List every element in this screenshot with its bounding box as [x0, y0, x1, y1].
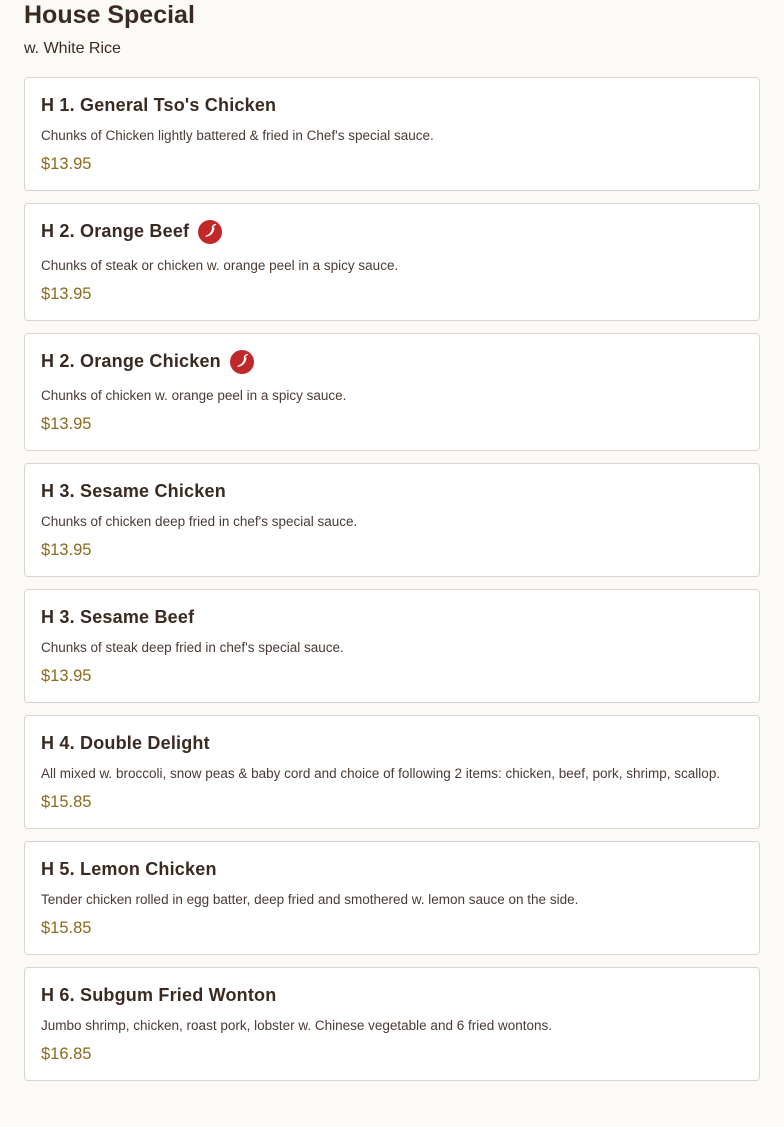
menu-item-description: Chunks of chicken w. orange peel in a spicy sauce.: [41, 388, 347, 403]
chili-pepper-icon: [230, 350, 254, 374]
menu-item-description: Tender chicken rolled in egg batter, deep fried and smothered w. lemon sauce on the side.: [41, 892, 579, 907]
menu-item-price: $13.95: [41, 155, 92, 173]
menu-item-price: $13.95: [41, 541, 92, 559]
menu-item-card[interactable]: [24, 203, 760, 321]
menu-item-description: Chunks of steak or chicken w. orange peel in a spicy sauce.: [41, 258, 399, 273]
menu-item-name: H 3. Sesame Beef: [41, 607, 195, 627]
menu-item-description: Chunks of chicken deep fried in chef's special sauce.: [41, 514, 358, 529]
menu-item-name: H 6. Subgum Fried Wonton: [41, 985, 277, 1005]
menu-item-price: $13.95: [41, 285, 92, 303]
menu-item-name: H 2. Orange Beef: [41, 221, 190, 241]
section-subtitle: w. White Rice: [24, 40, 121, 57]
menu-item-price: $15.85: [41, 919, 92, 937]
menu-item-card[interactable]: [24, 463, 760, 577]
menu-item-header: [41, 479, 743, 503]
menu-item-header: [41, 93, 743, 117]
menu-item-description: Chunks of steak deep fried in chef's special sauce.: [41, 640, 344, 655]
chili-pepper-icon: [198, 220, 222, 244]
menu-item-name: H 4. Double Delight: [41, 733, 210, 753]
menu-item-name: H 2. Orange Chicken: [41, 351, 221, 371]
menu-item-header: [41, 219, 743, 243]
menu-item-card[interactable]: [24, 715, 760, 829]
menu-item-description: Jumbo shrimp, chicken, roast pork, lobster w. Chinese vegetable and 6 fried wontons.: [41, 1018, 553, 1033]
menu-item-price: $13.95: [41, 667, 92, 685]
menu-item-name: H 5. Lemon Chicken: [41, 859, 217, 879]
menu-item-card[interactable]: [24, 333, 760, 451]
menu-item-price: $16.85: [41, 1045, 92, 1063]
menu-item-card[interactable]: [24, 967, 760, 1081]
menu-item-name: H 1. General Tso's Chicken: [41, 95, 277, 115]
menu-item-header: [41, 349, 743, 373]
menu-item-price: $15.85: [41, 793, 92, 811]
menu-item-price: $13.95: [41, 415, 92, 433]
menu-item-card[interactable]: [24, 77, 760, 191]
menu-item-card[interactable]: [24, 589, 760, 703]
menu-item-description: Chunks of Chicken lightly battered & fried in Chef's special sauce.: [41, 128, 434, 143]
menu-item-description: All mixed w. broccoli, snow peas & baby cord and choice of following 2 items: chicken, beef, pork, shrimp, scallop.: [41, 766, 721, 781]
menu-item-header: [41, 857, 743, 881]
menu-item-name: H 3. Sesame Chicken: [41, 481, 226, 501]
menu-item-card[interactable]: [24, 841, 760, 955]
menu-item-list: [24, 77, 760, 1093]
menu-item-header: [41, 983, 743, 1007]
section-title: House Special: [24, 1, 195, 29]
menu-item-header: [41, 605, 743, 629]
menu-item-header: [41, 731, 743, 755]
